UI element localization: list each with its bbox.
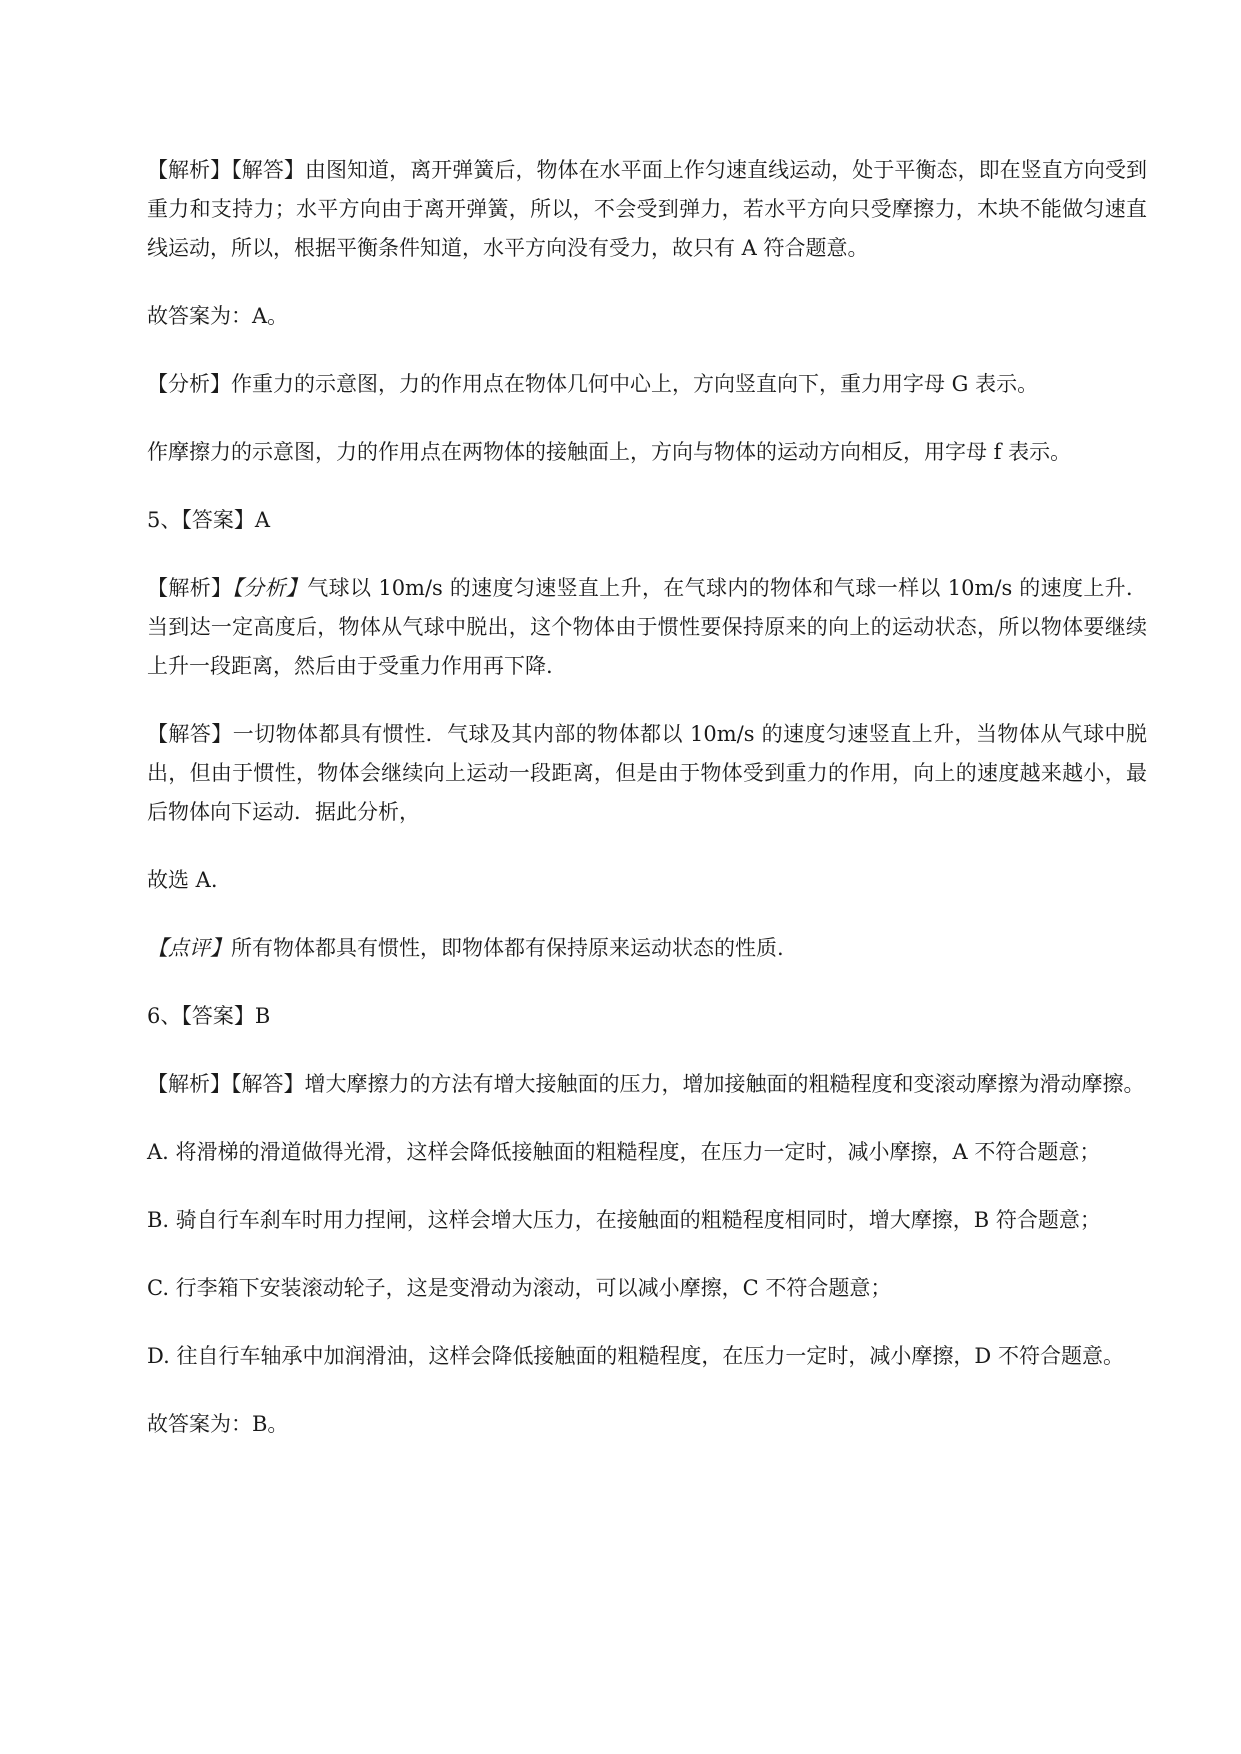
paragraph-analysis-5 [147,569,1147,686]
text-run: 【解析】【解答】由图知道，离开弹簧后，物体在水平面上作匀速直线运动，处于平衡态，即在竖直方向受到重力和支持力；水平方向由于离开弹簧，所以，不会受到弹力，若水平方向只受摩擦力，木块不能做匀速直线运动，所以，根据平衡条件知道，水平方向没有受力，故只有 A 符合题意。 [147,158,1147,260]
paragraph-final-answer-4 [147,297,1147,336]
text-run-italic: 【分析】 [232,576,308,600]
text-run: 【解答】一切物体都具有惯性．气球及其内部的物体都以 10m/s 的速度匀速竖直上升，当物体从气球中脱出，但由于惯性，物体会继续向上运动一段距离，但是由于物体受到重力的作用，向上的速度越来越小，最后物体向下运动．据此分析， [147,722,1147,824]
text-run: 【分析】作重力的示意图，力的作用点在物体几何中心上，方向竖直向下，重力用字母 G 表示。 [147,372,1039,396]
paragraph-comment-5 [147,929,1147,968]
text-run: 故答案为：B。 [147,1412,289,1436]
paragraph-answer-6 [147,997,1147,1036]
text-run: C. 行李箱下安装滚动轮子，这是变滑动为滚动，可以减小摩擦，C 不符合题意； [147,1276,892,1300]
text-run: 6、【答案】B [147,1004,271,1028]
text-run: A. 将滑梯的滑道做得光滑，这样会降低接触面的粗糙程度，在压力一定时，减小摩擦，A 不符合题意； [147,1140,1101,1164]
text-run: 【解析】 [147,576,233,600]
paragraph-answer-5 [147,501,1147,540]
paragraph-analysis-6 [147,1065,1147,1104]
text-run-italic: 【点评】 [147,936,231,960]
text-run: 作摩擦力的示意图，力的作用点在两物体的接触面上，方向与物体的运动方向相反，用字母 f 表示。 [147,440,1072,464]
text-run: 故选 A. [147,868,218,892]
text-run: 所有物体都具有惯性，即物体都有保持原来运动状态的性质. [231,936,784,960]
paragraph-final-answer-5 [147,861,1147,900]
paragraph-option-d [147,1337,1147,1376]
paragraph-solution-5 [147,715,1147,832]
paragraph-analysis-friction [147,433,1147,472]
text-run: D. 往自行车轴承中加润滑油，这样会降低接触面的粗糙程度，在压力一定时，减小摩擦，D 不符合题意。 [147,1344,1124,1368]
document-page [147,151,1147,1473]
text-run: 【解析】【解答】增大摩擦力的方法有增大接触面的压力，增加接触面的粗糙程度和变滚动摩擦为滑动摩擦。 [147,1072,1145,1096]
text-run: B. 骑自行车刹车时用力捏闸，这样会增大压力，在接触面的粗糙程度相同时，增大摩擦，B 符合题意； [147,1208,1101,1232]
paragraph-option-b [147,1201,1147,1240]
paragraph-analysis-answer-4 [147,151,1147,268]
text-run: 5、【答案】A [147,508,271,532]
paragraph-analysis-gravity [147,365,1147,404]
text-run: 气球以 10m/s 的速度匀速竖直上升，在气球内的物体和气球一样以 10m/s 的速度上升．当到达一定高度后，物体从气球中脱出，这个物体由于惯性要保持原来的向上的运动状态，所以物体要继续上升一段距离，然后由于受重力作用再下降. [147,576,1148,678]
text-run: 故答案为：A。 [147,304,289,328]
paragraph-option-c [147,1269,1147,1308]
paragraph-final-answer-6 [147,1405,1147,1444]
paragraph-option-a [147,1133,1147,1172]
